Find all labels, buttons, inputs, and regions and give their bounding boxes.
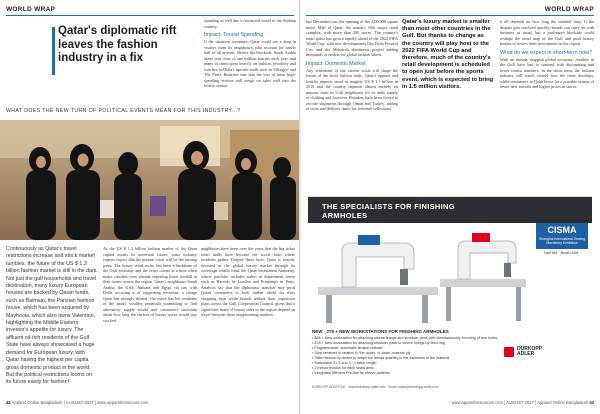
column-text: As the US $ 1.3 billion fashion market of the Qatar capital awaits its uncertain future, some industry experts expect that the present crisis will be the turning point. The luxury retail sector has been a backbone of the Gulf economy and the crisis comes at a time when major retailers were already reporting lower footfall in their stores across the region. Qatar's neighbours Saudi Arabia, the UAE, Bahrain and Egypt cut ties with Doha, accusing it of supporting terrorism, a charge Qatar has strongly denied. The move has left residents of the small, wealthy peninsula scrambling to find alternative supply routes and consumers uncertain about how long the shelves of luxury stores would stay stocked. — [103, 246, 197, 323]
booth-info: Hall W4 · Booth A08 — [544, 251, 579, 255]
ad-contact: DÜRKOPP ADLER AG · www.duerkopp-adler.com · Email: sales@duerkopp-adler.com — [312, 385, 439, 389]
ad-heading: NEW · 275 + NEW WORKSTATIONS FOR FINISHING ARMHOLES — [312, 329, 449, 334]
list-item: ▪ Programmable, automatic tension release — [312, 346, 500, 351]
article-strapline: WHAT DOES THE NEW TURN OF POLITICAL EVENTS MEAN FOR THIS INDUSTRY...? — [6, 108, 241, 114]
article-column — [500, 19, 594, 194]
footer-text: www.apparelresources.com | AUGUST 2017 | Apparel Online Bangladesh — [451, 400, 589, 405]
brand-line: DÜRKOPP — [517, 346, 543, 352]
list-item: ▪ 868 + New workstation for attaching sleeve linings and shoulder pads with simultaneously trimming of arm holes — [312, 336, 500, 341]
article-column — [201, 246, 295, 396]
headline-box — [58, 25, 193, 66]
section-header: WORLD WRAP — [6, 6, 56, 13]
page-number: 42 — [6, 400, 11, 405]
article-title: Qatar's diplomatic rift leaves the fashion industry in a fix — [58, 25, 177, 64]
advertisement — [308, 196, 592, 392]
intro-paragraph: Continuously as Qatar's travel restrictions increase and stock market tumbles, the future of the US $ 1.3 billion fashion market is still in the dark. Not just the gulf households and travel destination, many luxury European houses are backed by Qatari funds, such as Balmain, the Parisian fashion house, which has been acquired by Mayhoola, which also owns Valentino, highlighting the Middle Eastern investor's appetite for luxury. The affluent oil-rich residents of the Gulf State have always showcased a huge demand for European luxury, with Qatar having the highest per capita gross domestic product in the world. But the political restrictions looms on its future easily for fashion! — [6, 246, 98, 386]
brand-line: ADLER — [517, 351, 535, 358]
list-item: ▪ Integrated Efficient Pre-Set for sleeve patterns — [312, 371, 500, 376]
list-item: ▪ Switchable 2 / 3 and 3 / 4 stitch length — [312, 361, 500, 366]
section-header: WORLD WRAP — [544, 6, 594, 13]
cisma-subtitle: Shanghai International Sewing Machinery Exhibition — [539, 237, 585, 245]
page-footer — [452, 400, 594, 405]
column-text: If the situation continues, Qatar could see a drop in visitors from its neighbours, who account for nearly half of all arrivals. Before the blockade, Saudi Arabia alone sent close to one million tourists each year, and many of them spent heavily on fashion, jewellery and watches in Doha's upscale malls such as Villaggio and The Pearl. Retailers fear that the loss of these high-spending visitors will weigh on sales well into the festive season. — [204, 39, 296, 88]
column-text: spending as well due to restricted travel to the Arabian country. — [204, 18, 296, 29]
subheading: Impact: Tourist Spending — [204, 32, 264, 38]
section-rule — [306, 15, 594, 16]
cisma-badge — [536, 223, 588, 249]
column-text: Any settlement of the current crisis will shape the future of the local fashion trade. Qatar's apparel and textiles imports stood at roughly US $ 1.3 billion in 2016 and the country depends almost entirely on imports from its Gulf neighbours for its daily supply of clothing and footwear. Retailers have been forced to reroute shipments through Oman and Turkey, adding to costs and delivery times for seasonal collections. — [306, 67, 398, 111]
ad-banner — [308, 197, 592, 223]
feature-list — [312, 336, 500, 376]
pull-quote — [402, 19, 494, 194]
column-text: With an already sluggish global economy, retailers in the Gulf have had to contend with discounting and lower tourist numbers. In the short term, the fashion industry will watch closely how the crisis develops, while consumers in Qatar brace for a possible season of fewer new arrivals and higher prices in stores. — [500, 56, 594, 89]
cisma-logo: CISMA — [547, 225, 577, 235]
ad-headline: THE SPECIALISTS FOR FINISHING ARMHOLES — [322, 202, 455, 220]
subheading: Impact: Domestic Market — [306, 60, 366, 67]
list-item: ▪ Stitch beams by device to adapt the thread quantity to the thickness of the material — [312, 356, 500, 361]
brand-logo — [504, 347, 592, 357]
list-item: ▪ 2 thread tension for each seam area — [312, 366, 500, 371]
page-footer — [6, 400, 148, 405]
footer-text: Apparel Online Bangladesh | AUGUST 2017 | www.apparelresources.com — [11, 400, 149, 405]
subheading: What do we expect in short-term now? — [500, 49, 592, 56]
sewing-machine-image — [312, 229, 532, 325]
article-column — [306, 19, 398, 194]
column-text: last December saw the opening of the 3,00,000 square metre Mall of Qatar, the nation's 16th major retail complex, with more than 200 stores. The country's retail space has grown rapidly ahead of the 2022 FIFA World Cup, with new developments like Doha Festival City and the Msheireb downtown project adding thousands of outlets for global fashion labels. — [306, 19, 398, 57]
column-text: it all depends on how long the standoff lasts. If the dispute gets resolved quickly, brands can carry on with business as usual, but a prolonged blockade could reshape the retail map of the Gulf and push luxury houses to review their investments in the region. — [500, 19, 594, 46]
right-page — [300, 0, 600, 414]
column-text: neighbours have been over the years that the big ticket retail malls have become the social hubs where residents gather. Despite these facts, Qatar is heavily invested in the global luxury market through its sovereign wealth fund, the Qatar Investment Authority, whose portfolio includes stakes in department stores such as Harrods in London and Printemps in Paris. Analysts say that the diplomatic standoff may push Qatari consumers to look further afield for their shopping trips while brands rethink their expansion plans across the Gulf Cooperation Council, given that a significant share of luxury sales in the region depend on travel between these neighbouring markets. — [201, 246, 295, 317]
shoppers-photo — [0, 120, 300, 240]
durkopp-adler-icon — [504, 347, 514, 357]
list-item: ▪ Stop centered in relation to the upper- or lower-material ply — [312, 351, 500, 356]
page-number: 43 — [589, 400, 594, 405]
pull-quote-text: Qatar's luxury market is smaller than most other countries in the Gulf. But thanks to change as the country will play host to the 2022 FIFA World Cup and therefore, much of the country's retail development is scheduled to open just before the sports event, which is expected to bring in 1.5 million visitors. — [402, 19, 494, 90]
section-rule — [6, 15, 294, 16]
headline-accent-bar — [52, 27, 55, 75]
article-column — [103, 246, 197, 396]
list-item: ▪ 878 + New workstation for attaching shoulder pads to sleeve linings by feed dog — [312, 341, 500, 346]
